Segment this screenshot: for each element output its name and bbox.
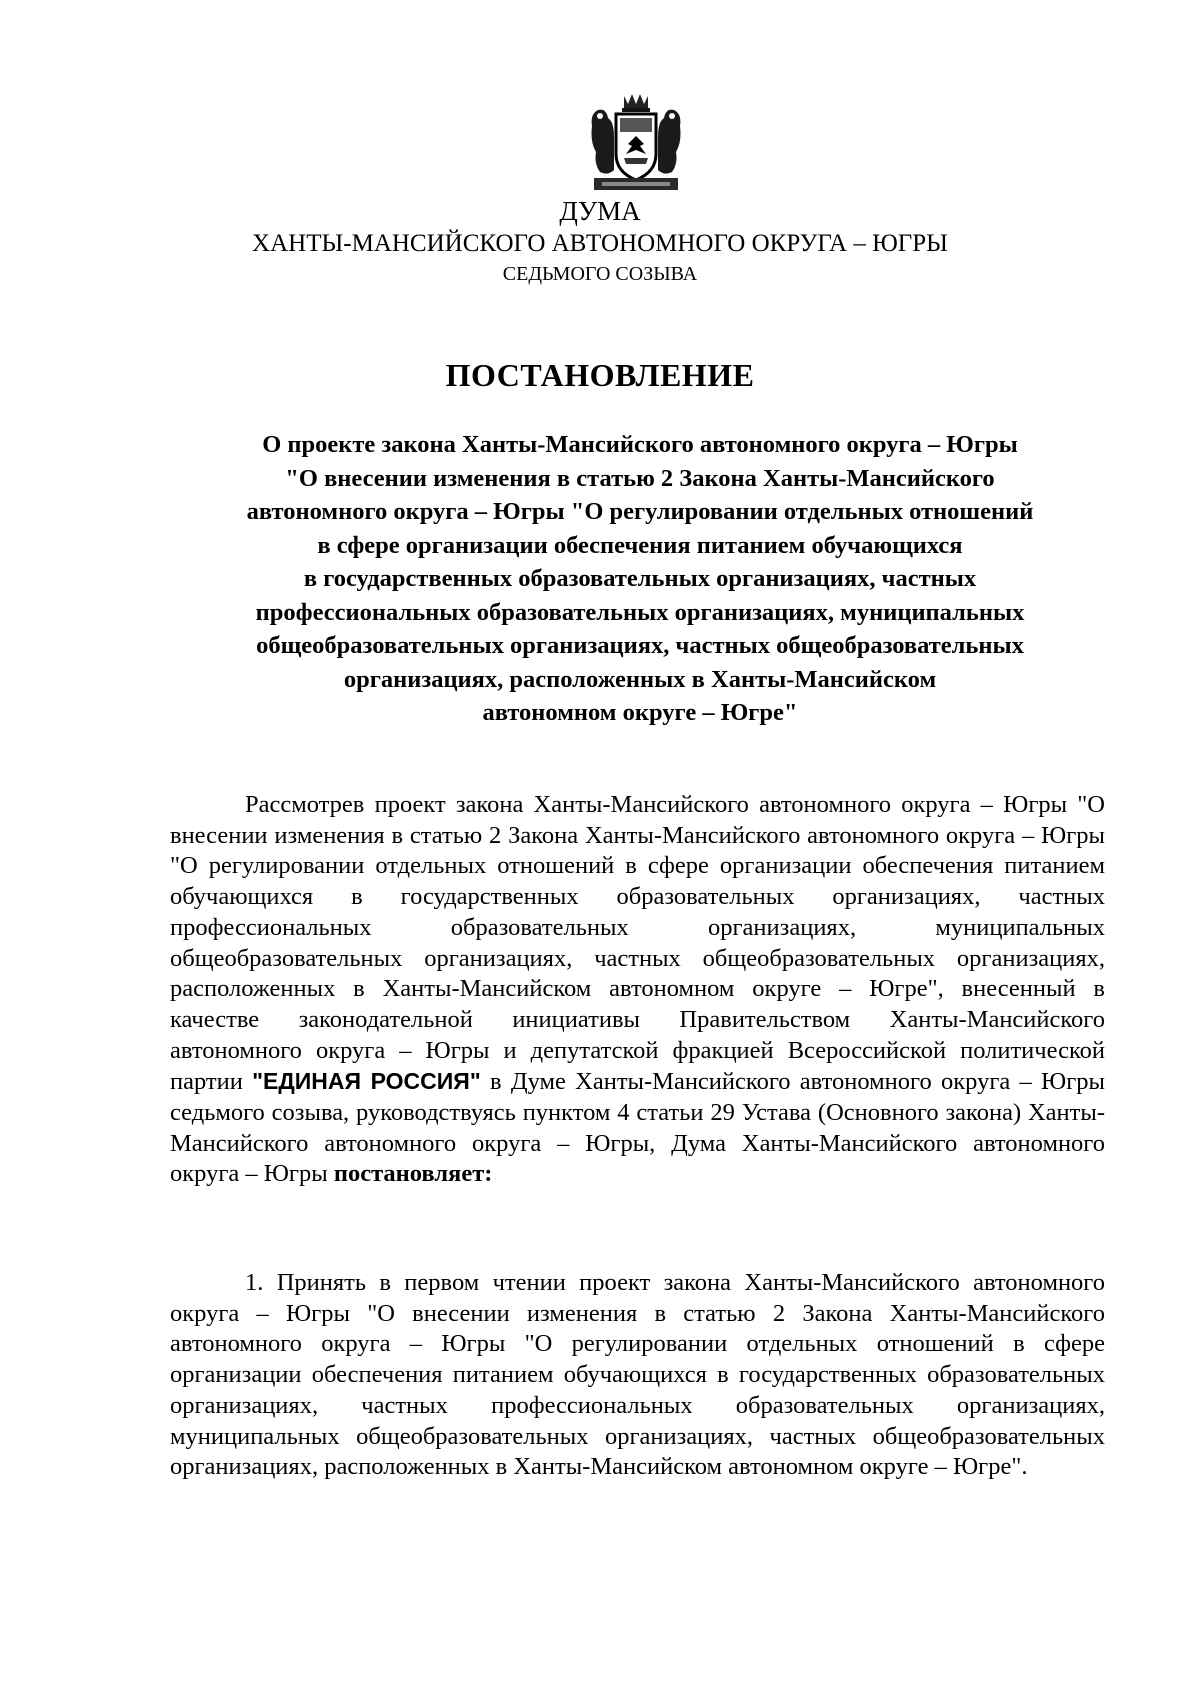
title-line: организациях, расположенных в Ханты-Мансийском (343, 665, 937, 693)
title-line: автономного округа – Югры "О регулировании отдельных отношений (246, 498, 1034, 525)
organization-region: ХАНТЫ-МАНСИЙСКОГО АВТОНОМНОГО ОКРУГА – ЮГРЫ (252, 230, 948, 257)
title-line: в государственных образовательных организациях, частных (303, 565, 977, 592)
title-line: "О внесении изменения в статью 2 Закона Ханты-Мансийского (285, 464, 995, 492)
document-title (160, 428, 1120, 730)
preamble-text-continued: в Думе Ханты-Мансийского автономного округа – Югры седьмого созыва, руководствуясь пунктом 4 статьи 29 Устава (Основного закона) Ханты-Мансийского автономного округа – Югры, Дума Ханты-Мансийского автономного округа – Югры (170, 1068, 1106, 1188)
resolves-keyword: постановляет: (333, 1160, 493, 1188)
resolution-point-1: 1. Принять в первом чтении проект закона Ханты-Мансийского автономного округа – Югры "О внесении изменения в статью 2 Закона Ханты-Мансийского автономного округа – Югры "О регулировании отдельных отношений в сфере организации обеспечения питанием обучающихся в государственных образовательных организациях, частных профессиональных образовательных организациях, муниципальных общеобразовательных организациях, частных общеобразовательных организациях, расположенных в Ханты-Мансийском автономном округе – Югре". (170, 1269, 1105, 1481)
title-line: общеобразовательных организациях, частных общеобразовательных (256, 632, 1024, 659)
preamble-text: Рассмотрев проект закона Ханты-Мансийского автономного округа – Югры "О внесении изменения в статью 2 Закона Ханты-Мансийского автономного округа – Югры "О регулировании отдельных отношений в сфере организации обеспечения питанием обучающихся в государственных образовательных организациях, частных профессиональных образовательных организациях, муниципальных общеобразовательных организациях, частных общеобразовательных организациях, расположенных в Ханты-Мансийском автономном округе – Югре", внесенный в качестве законодательной инициативы Правительством Ханты-Мансийского автономного округа – Югры и депутатской фракцией Всероссийской политической партии (170, 791, 1105, 1096)
title-line: профессиональных образовательных организациях, муниципальных (255, 598, 1025, 626)
document-type-heading: ПОСТАНОВЛЕНИЕ (445, 357, 755, 393)
title-line: О проекте закона Ханты-Мансийского автономного округа – Югры (262, 431, 1018, 458)
title-line: в сфере организации обеспечения питанием обучающихся (317, 531, 963, 559)
party-name: "ЕДИНАЯ РОССИЯ" (252, 1068, 481, 1095)
organization-convocation: СЕДЬМОГО СОЗЫВА (502, 263, 698, 285)
title-line: автономном округе – Югре" (482, 699, 798, 726)
organization-name: ДУМА (559, 196, 641, 226)
coat-of-arms-icon (588, 92, 684, 194)
preamble-paragraph (170, 790, 1105, 1190)
